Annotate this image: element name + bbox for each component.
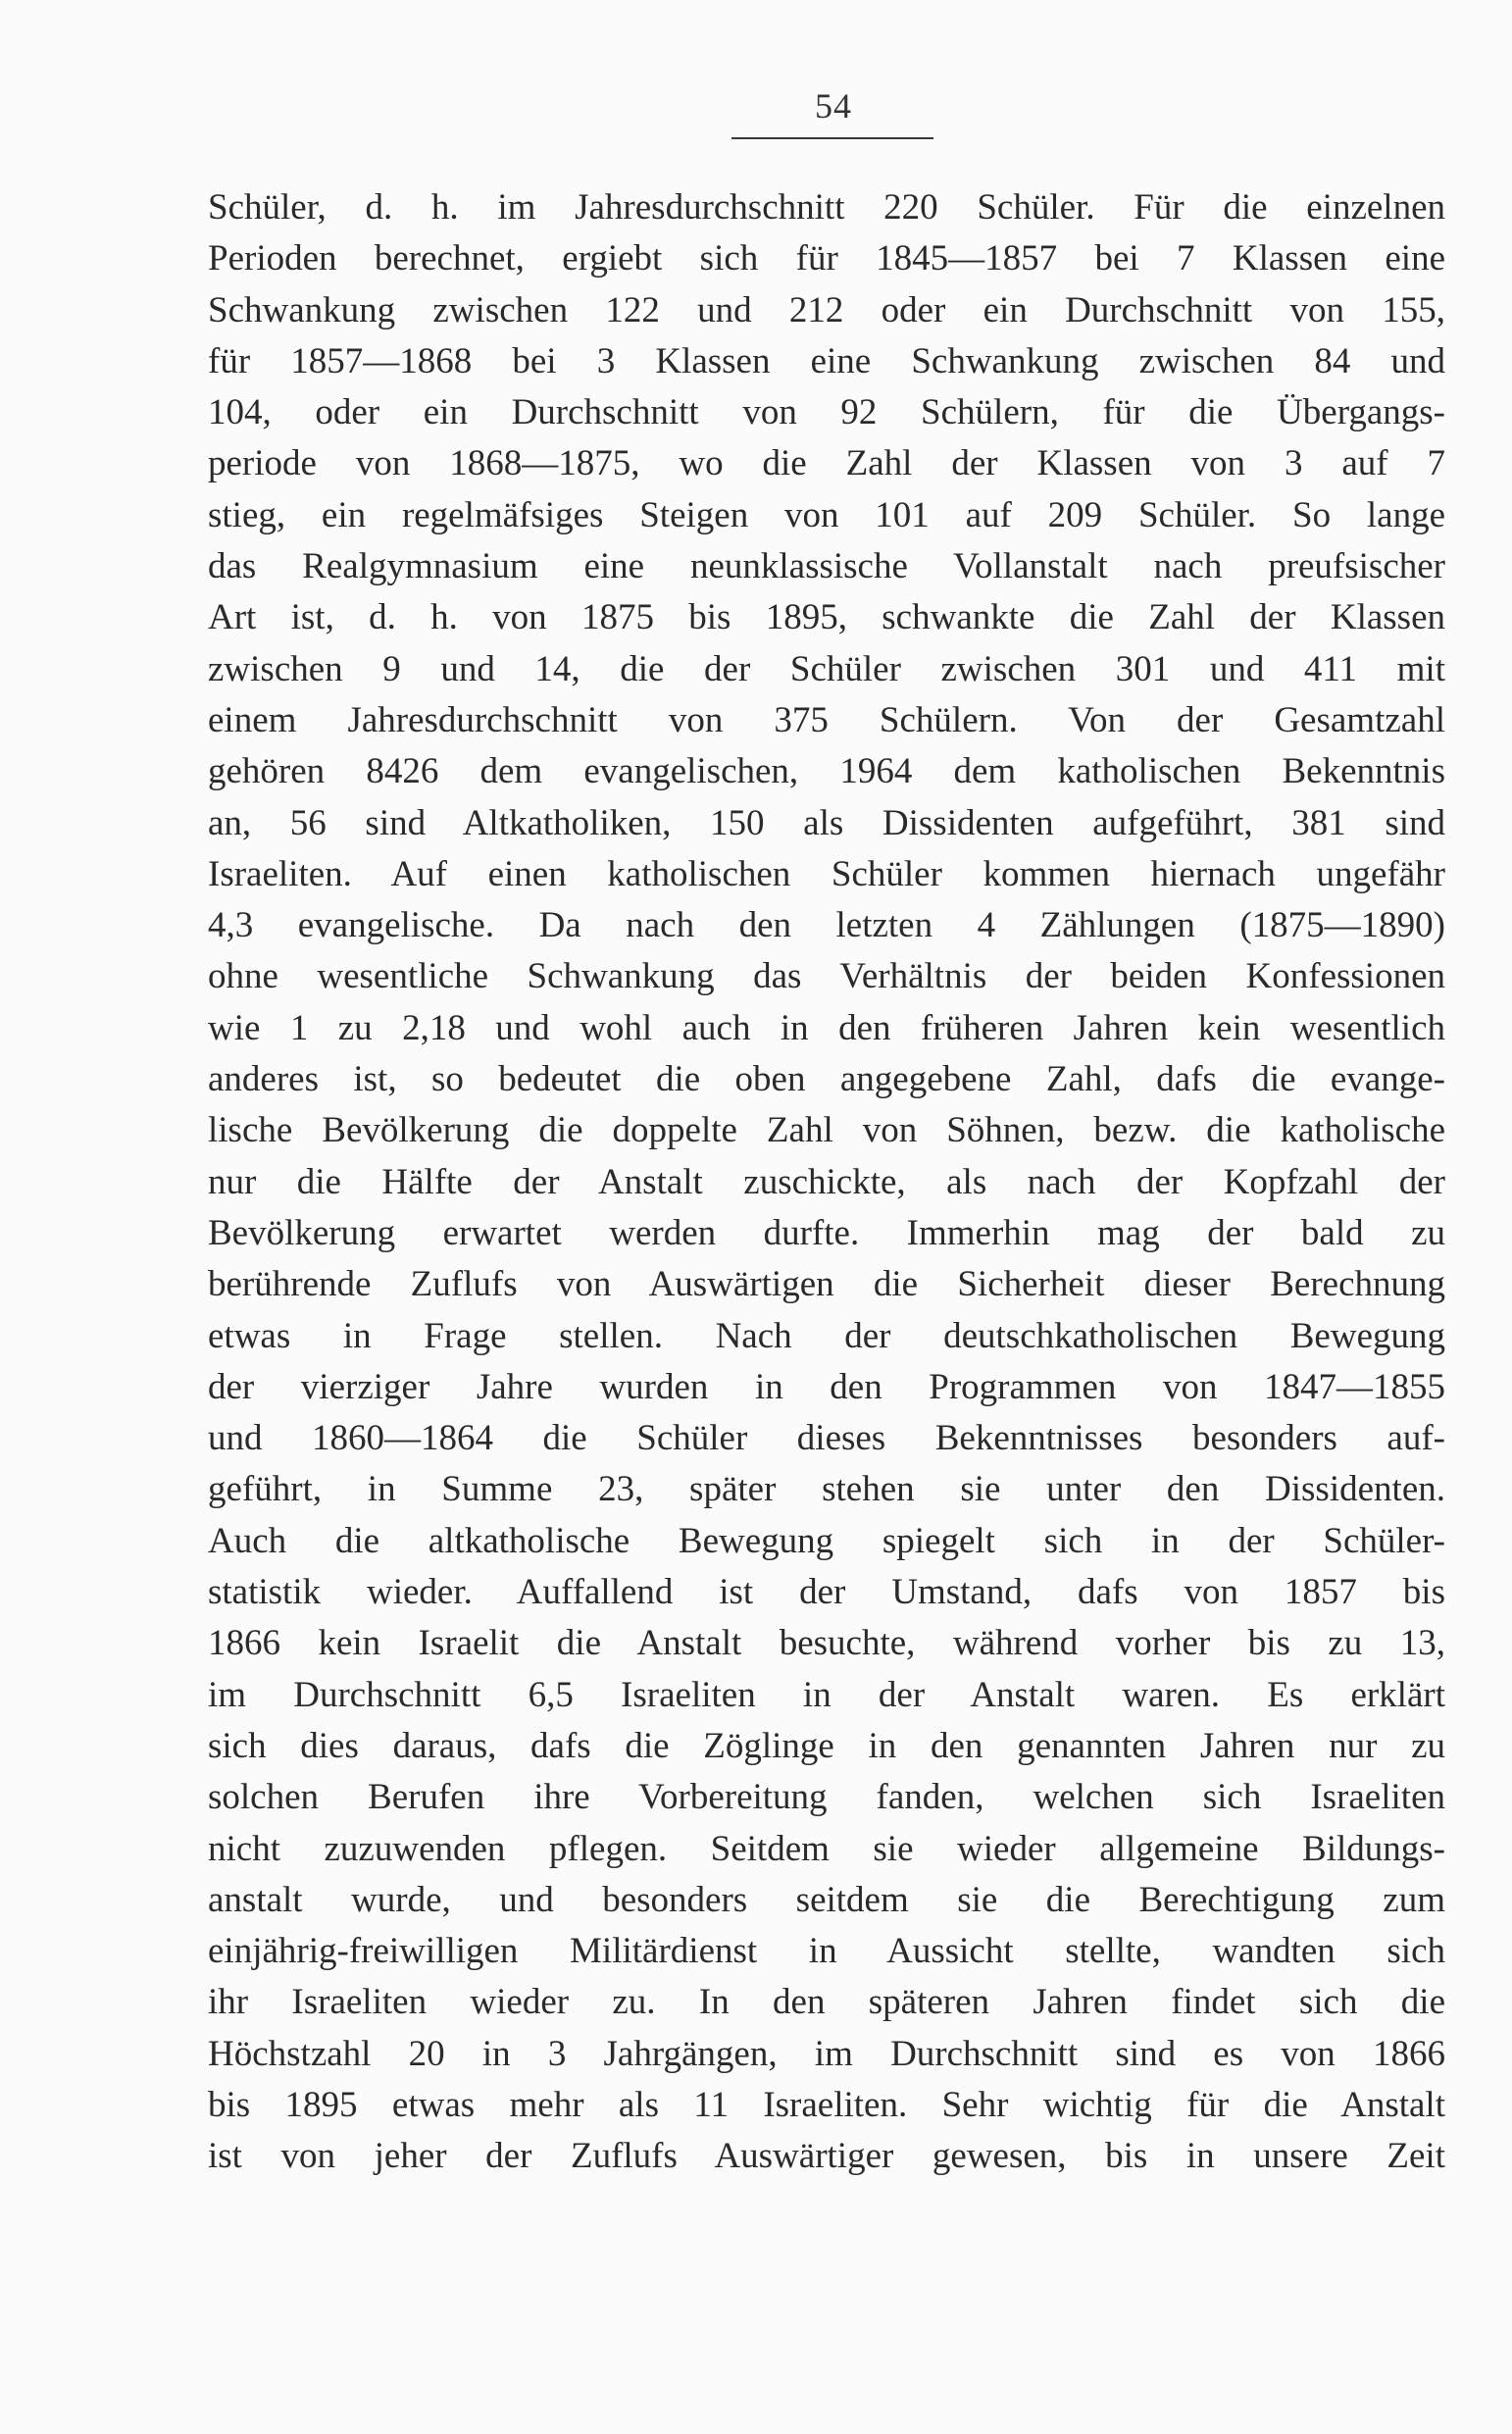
text-line: 4,3 evangelische. Da nach den letzten 4 Zählungen (1875—1890)	[208, 905, 1445, 946]
text-line: ohne wesentliche Schwankung das Verhältnis der beiden Konfessionen	[208, 956, 1445, 997]
text-line: der vierziger Jahre wurden in den Programmen von 1847—1855	[208, 1366, 1445, 1407]
text-line: im Durchschnitt 6,5 Israeliten in der Anstalt waren. Es erklärt	[208, 1674, 1445, 1715]
text-line: für 1857—1868 bei 3 Klassen eine Schwankung zwischen 84 und	[208, 340, 1445, 381]
text-line: einjährig-freiwilligen Militärdienst in Aussicht stellte, wandten sich	[208, 1931, 1445, 1972]
text-line: Höchstzahl 20 in 3 Jahrgängen, im Durchschnitt sind es von 1866	[208, 2033, 1445, 2074]
text-line: solchen Berufen ihre Vorbereitung fanden, welchen sich Israeliten	[208, 1777, 1445, 1818]
text-line: Auch die altkatholische Bewegung spiegelt sich in der Schüler-	[208, 1520, 1445, 1561]
page-number: 54	[815, 86, 852, 126]
text-line: 104, oder ein Durchschnitt von 92 Schülern, für die Übergangs-	[208, 392, 1445, 433]
text-line: zwischen 9 und 14, die der Schüler zwischen 301 und 411 mit	[208, 648, 1445, 689]
text-line: geführt, in Summe 23, später stehen sie unter den Dissidenten.	[208, 1469, 1445, 1510]
text-line: stieg, ein regelmäfsiges Steigen von 101 auf 209 Schüler. So lange	[208, 494, 1445, 535]
text-line: an, 56 sind Altkatholiken, 150 als Dissidenten aufgeführt, 381 sind	[208, 802, 1445, 843]
text-line: ihr Israeliten wieder zu. In den späteren Jahren findet sich die	[208, 1982, 1445, 2023]
text-line: wie 1 zu 2,18 und wohl auch in den früheren Jahren kein wesentlich	[208, 1007, 1445, 1048]
text-line: Schwankung zwischen 122 und 212 oder ein Durchschnitt von 155,	[208, 289, 1445, 330]
text-line: etwas in Frage stellen. Nach der deutschkatholischen Bewegung	[208, 1315, 1445, 1356]
text-line: Israeliten. Auf einen katholischen Schüler kommen hiernach ungefähr	[208, 853, 1445, 894]
text-line: gehören 8426 dem evangelischen, 1964 dem katholischen Bekenntnis	[208, 751, 1445, 792]
header-rule	[731, 137, 933, 139]
text-line: Schüler, d. h. im Jahresdurchschnitt 220 Schüler. Für die einzelnen	[208, 187, 1445, 228]
text-line: periode von 1868—1875, wo die Zahl der Klassen von 3 auf 7	[208, 443, 1445, 484]
text-line: ist von jeher der Zuflufs Auswärtiger gewesen, bis in unsere Zeit	[208, 2136, 1445, 2177]
text-line: statistik wieder. Auffallend ist der Umstand, dafs von 1857 bis	[208, 1572, 1445, 1613]
text-line: anderes ist, so bedeutet die oben angegebene Zahl, dafs die evange-	[208, 1059, 1445, 1100]
text-line: einem Jahresdurchschnitt von 375 Schülern. Von der Gesamtzahl	[208, 699, 1445, 740]
text-line: berührende Zuflufs von Auswärtigen die Sicherheit dieser Berechnung	[208, 1264, 1445, 1305]
text-line: bis 1895 etwas mehr als 11 Israeliten. Sehr wichtig für die Anstalt	[208, 2084, 1445, 2125]
text-line: anstalt wurde, und besonders seitdem sie die Berechtigung zum	[208, 1879, 1445, 1920]
text-line: nicht zuzuwenden pflegen. Seitdem sie wieder allgemeine Bildungs-	[208, 1828, 1445, 1869]
text-line: und 1860—1864 die Schüler dieses Bekenntnisses besonders auf-	[208, 1418, 1445, 1459]
text-line: nur die Hälfte der Anstalt zuschickte, als nach der Kopfzahl der	[208, 1161, 1445, 1202]
text-line: lische Bevölkerung die doppelte Zahl von Söhnen, bezw. die katholische	[208, 1110, 1445, 1151]
text-line: sich dies daraus, dafs die Zöglinge in den genannten Jahren nur zu	[208, 1725, 1445, 1766]
text-line: Art ist, d. h. von 1875 bis 1895, schwankte die Zahl der Klassen	[208, 597, 1445, 638]
body-text	[208, 182, 1445, 2183]
text-line: das Realgymnasium eine neunklassische Vollanstalt nach preufsischer	[208, 546, 1445, 587]
text-line: Bevölkerung erwartet werden durfte. Immerhin mag der bald zu	[208, 1212, 1445, 1253]
text-line: 1866 kein Israelit die Anstalt besuchte, während vorher bis zu 13,	[208, 1623, 1445, 1664]
text-line: Perioden berechnet, ergiebt sich für 1845—1857 bei 7 Klassen eine	[208, 238, 1445, 279]
